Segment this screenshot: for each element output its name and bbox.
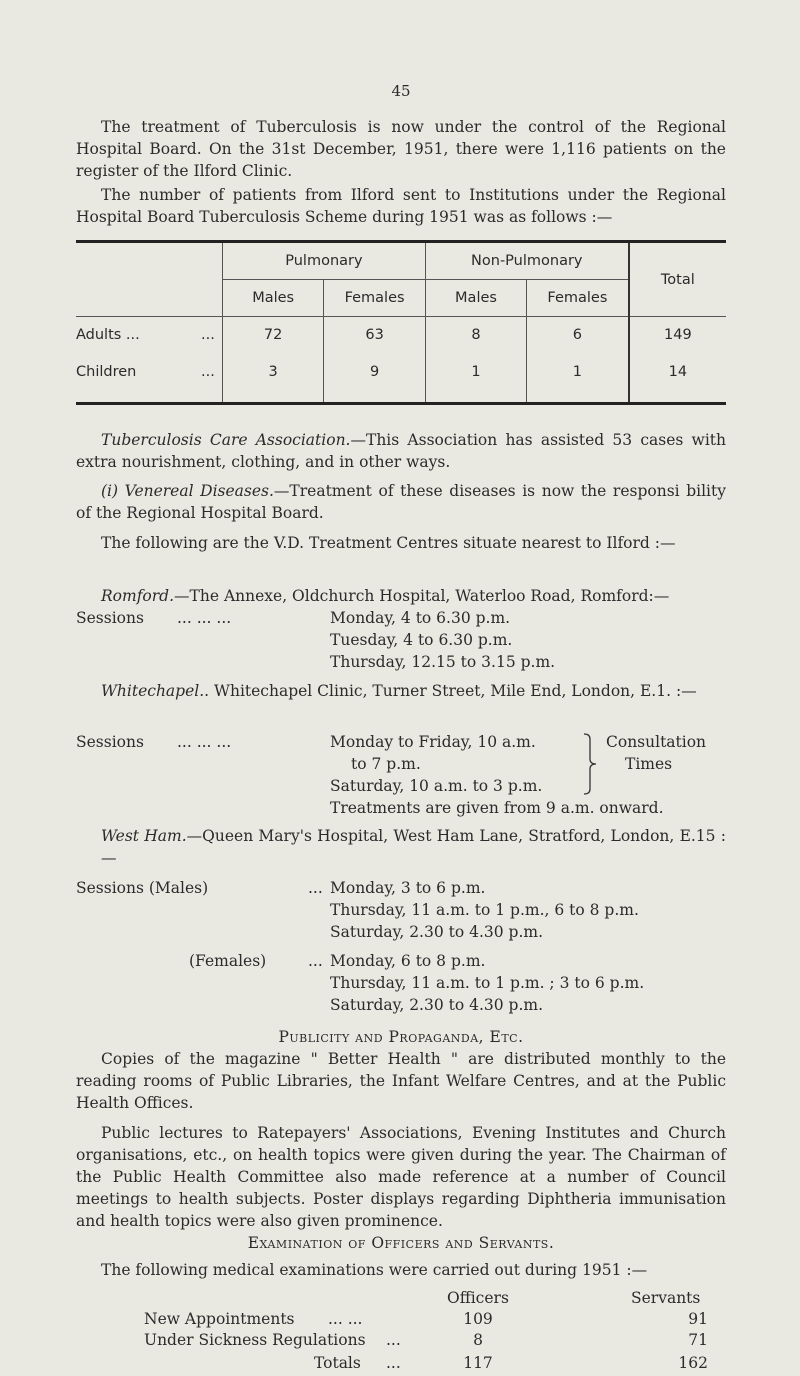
table-cell: 1 [425, 353, 526, 403]
row-label-text: Adults ... [76, 327, 140, 343]
consultation-label: Consultation [606, 733, 707, 751]
westham-females-time: Thursday, 11 a.m. to 1 p.m. ; 3 to 6 p.m. [330, 974, 645, 992]
whitechapel-place: Whitechapel. [101, 682, 205, 700]
row-label-text: Children [76, 364, 137, 380]
exam-row-dots: ... ... [328, 1310, 363, 1328]
westham-address: —Queen Mary's Hospital, West Ham Lane, Stratford, London, E.15 :— [101, 827, 726, 867]
times-label: Times [625, 755, 673, 773]
pulmonary-males-header: Males [223, 280, 324, 317]
table-cell: 14 [629, 353, 726, 403]
page-number: 45 [391, 82, 411, 100]
westham-males-time: Monday, 3 to 6 p.m. [330, 879, 486, 897]
westham-females-time: Saturday, 2.30 to 4.30 p.m. [330, 996, 544, 1014]
non-pulmonary-header: Non-Pulmonary [425, 242, 628, 280]
westham-males-label: Sessions (Males) [76, 879, 209, 897]
westham-heading [101, 825, 726, 869]
exam-officers-value: 8 [473, 1331, 483, 1349]
totals-servants: 162 [660, 1352, 708, 1374]
total-header: Total [629, 242, 726, 317]
exam-row-dots: ... [386, 1331, 401, 1349]
westham-females-label: (Females) [189, 952, 267, 970]
whitechapel-time: Monday to Friday, 10 a.m. [330, 733, 536, 751]
servants-header: Servants [631, 1289, 701, 1307]
row-label-dots: ... [201, 327, 215, 343]
table-cell: 6 [527, 317, 629, 354]
pulmonary-females-header: Females [324, 280, 426, 317]
whitechapel-time: to 7 p.m. [351, 755, 421, 773]
intro-paragraph-2: The number of patients from Ilford sent to Institutions under the Regional Hospital Board Tuberculosis Scheme during 1951 was as follows :— [76, 186, 726, 226]
table-cell: 1 [527, 353, 629, 403]
westham-males-time: Thursday, 11 a.m. to 1 p.m., 6 to 8 p.m. [330, 901, 639, 919]
romford-sessions-label: Sessions [76, 609, 144, 627]
brace-icon [582, 733, 604, 795]
publicity-paragraph-2: Public lectures to Ratepayers' Associations, Evening Institutes and Church organisations, etc., on health topics were given during the year. The Chairman of the Public Health Committee also made reference at a number of Council meetings to health subjects. Poster displays regarding Diphtheria immunisation and health topics were also given prominence. [76, 1124, 726, 1230]
romford-dots: ... ... ... [177, 609, 232, 627]
publicity-heading: Publicity and Propaganda, Etc. [278, 1028, 524, 1046]
exam-row-label: New Appointments [144, 1310, 295, 1328]
romford-time: Tuesday, 4 to 6.30 p.m. [330, 631, 513, 649]
officers-header: Officers [447, 1289, 509, 1307]
romford-heading [76, 585, 726, 607]
row-label [76, 317, 223, 354]
whitechapel-time: Saturday, 10 a.m. to 3 p.m. [330, 777, 543, 795]
vd-paragraph [76, 480, 726, 524]
romford-place: Romford. [101, 587, 175, 605]
westham-males-time: Saturday, 2.30 to 4.30 p.m. [330, 923, 544, 941]
non-pulmonary-females-header: Females [527, 280, 629, 317]
romford-time: Monday, 4 to 6.30 p.m. [330, 609, 511, 627]
care-association-title: Tuberculosis Care Association. [101, 431, 351, 449]
intro-paragraph-1: The treatment of Tuberculosis is now under the control of the Regional Hospital Board. On the 31st December, 1951, there were 1,116 patients on the register of the Ilford Clinic. [76, 118, 726, 180]
totals-dots: ... [386, 1354, 401, 1372]
vd-centres-intro: The following are the V.D. Treatment Centres situate nearest to Ilford :— [101, 534, 676, 552]
exam-row-label: Under Sickness Regulations [144, 1331, 366, 1349]
publicity-paragraph-1: Copies of the magazine " Better Health " are distributed monthly to the reading rooms of Public Libraries, the Infant Welfare Centres, and at the Public Health Offices. [76, 1050, 726, 1112]
romford-address: —The Annexe, Oldchurch Hospital, Waterloo Road, Romford:— [174, 587, 670, 605]
whitechapel-dots: ... ... ... [177, 733, 232, 751]
table-cell: 72 [223, 317, 324, 354]
treatments-note: Treatments are given from 9 a.m. onward. [330, 799, 664, 817]
table-cell: 8 [425, 317, 526, 354]
whitechapel-heading [76, 680, 726, 702]
westham-females-time: Monday, 6 to 8 p.m. [330, 952, 486, 970]
care-association-text: —This Association has assisted 53 cases with extra nourishment, clothing, and in other ways. [76, 431, 726, 471]
whitechapel-sessions-label: Sessions [76, 733, 144, 751]
westham-place: West Ham. [101, 827, 187, 845]
care-association-paragraph [76, 429, 726, 473]
exam-officers-value: 109 [463, 1310, 493, 1328]
whitechapel-address: . Whitechapel Clinic, Turner Street, Mile End, London, E.1. :— [204, 682, 697, 700]
table-cell: 3 [223, 353, 324, 403]
vd-title: Venereal Diseases. [124, 482, 274, 500]
table-corner [76, 242, 223, 317]
westham-males-dots: ... [308, 879, 323, 897]
tuberculosis-table [76, 240, 726, 405]
exam-heading: Examination of Officers and Servants. [247, 1234, 555, 1252]
exam-intro: The following medical examinations were carried out during 1951 :— [101, 1261, 648, 1279]
vd-text: —Treatment of these diseases is now the responsi bility of the Regional Hospital Board. [76, 482, 726, 522]
row-label-dots: ... [201, 364, 215, 380]
vd-number: (i) [101, 482, 119, 500]
table-cell: 149 [629, 317, 726, 354]
totals-label: Totals [314, 1354, 361, 1372]
totals-officers: 117 [438, 1352, 518, 1374]
westham-females-dots: ... [308, 952, 323, 970]
non-pulmonary-males-header: Males [425, 280, 526, 317]
pulmonary-header: Pulmonary [223, 242, 426, 280]
romford-time: Thursday, 12.15 to 3.15 p.m. [330, 653, 556, 671]
exam-servants-value: 91 [688, 1310, 708, 1328]
table-cell: 63 [324, 317, 426, 354]
exam-servants-value: 71 [688, 1331, 708, 1349]
row-label [76, 353, 223, 403]
table-cell: 9 [324, 353, 426, 403]
